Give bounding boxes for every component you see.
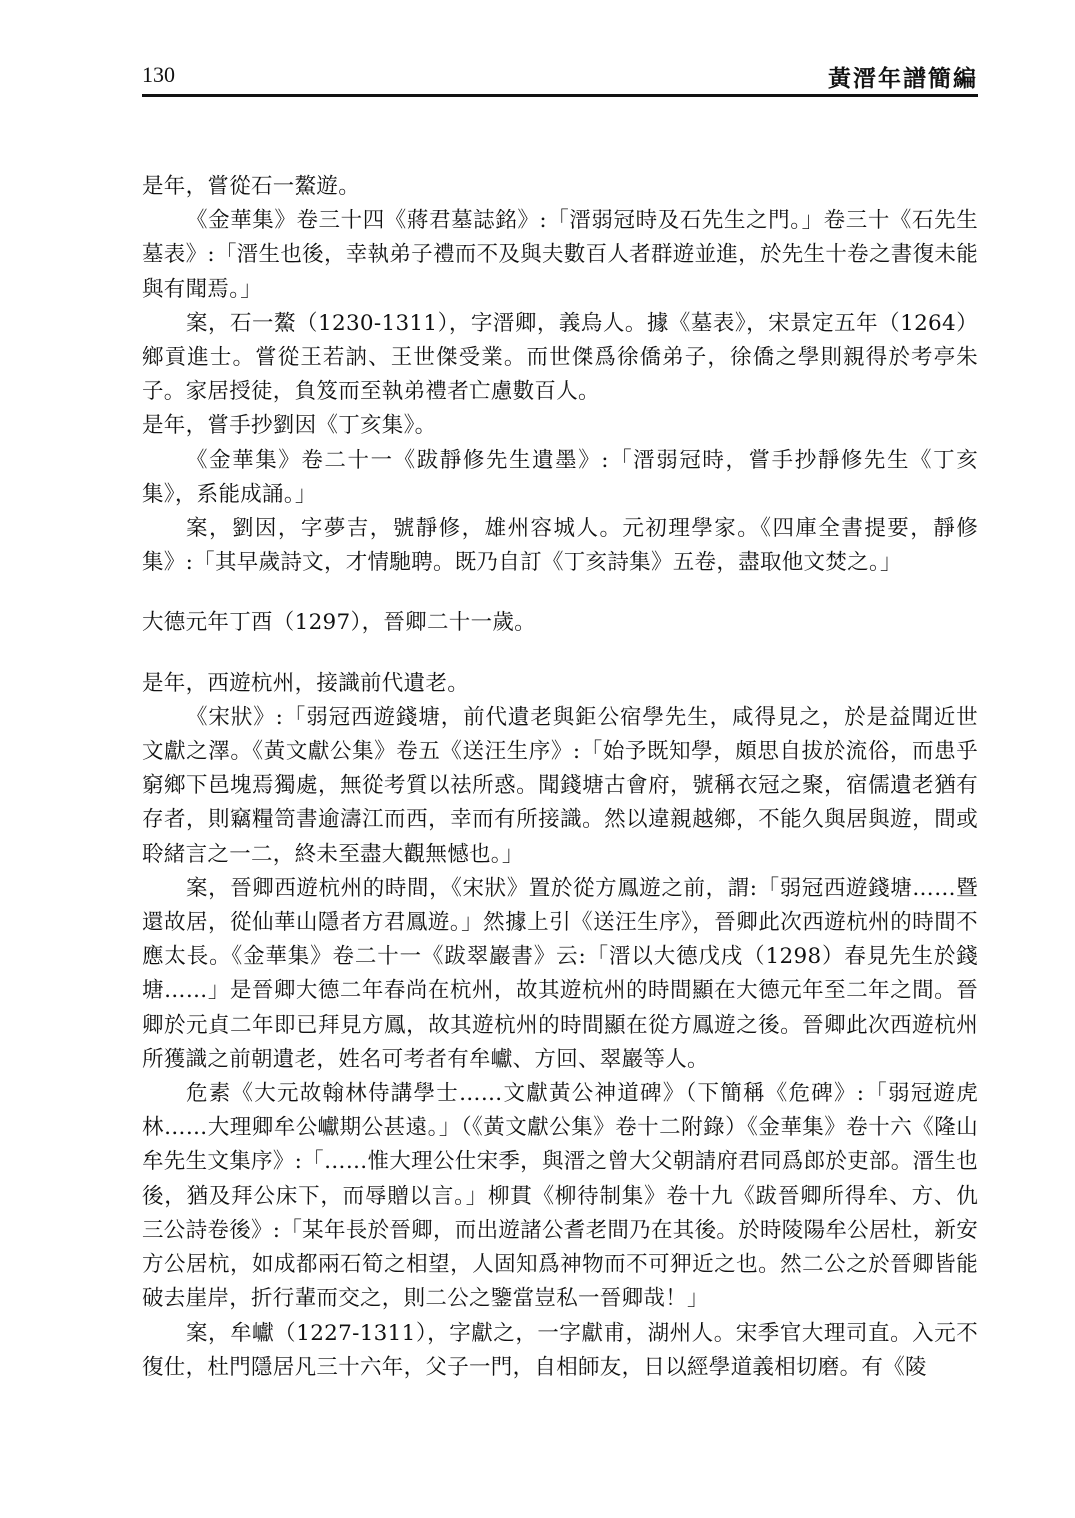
quote-paragraph: 《金華集》卷三十四《蔣君墓誌銘》:「溍弱冠時及石先生之門。」卷三十《石先生墓表》:「溍生也後，幸執弟子禮而不及與夫數百人者群遊並進，於先生十卷之書復未能與有聞焉。」 [142,208,978,302]
quote-paragraph: 《宋狀》:「弱冠西遊錢塘，前代遺老與鉅公宿學先生，咸得見之，於是益聞近世文獻之澤。《黃文獻公集》卷五《送汪生序》:「始予既知學，頗思自拔於流俗，而患乎窮鄉下邑塊焉獨處，無從考質以祛所惑。聞錢塘古會府，號稱衣冠之聚，宿儒遺老猶有存者，則竊糧笥書逾濤江而西，幸而有所接識。然以違親越鄉，不能久與居與遊，間或聆緒言之一二，終未至盡大觀無憾也。」 [142,704,978,867]
note-paragraph: 案，劉因，字夢吉，號靜修，雄州容城人。元初理學家。《四庫全書提要，靜修集》:「其早歲詩文，才情馳聘。既乃自訂《丁亥詩集》五卷，盡取他文焚之。」 [142,516,978,576]
running-title: 黃溍年譜簡編 [828,65,978,92]
note-paragraph: 案，牟巘（1227-1311），字獻之，一字獻甫，湖州人。宋季官大理司直。入元不復仕，杜門隱居凡三十六年，父子一門，自相師友，日以經學道義相切磨。有《陵 [142,1320,978,1380]
page-number: 130 [142,62,175,87]
entry-heading: 是年，嘗手抄劉因《丁亥集》。 [142,413,437,439]
year-heading: 大德元年丁酉（1297），晉卿二十一歲。 [142,610,536,636]
note-paragraph: 案，石一鰲（1230-1311），字溍卿，義烏人。據《墓表》，宋景定五年（1264）鄉貢進士。嘗從王若訥、王世傑受業。而世傑爲徐僑弟子，徐僑之學則親得於考亭朱子。家居授徒，負笈而至執弟禮者亡慮數百人。 [142,310,978,405]
entry-heading: 是年，嘗從石一鰲遊。 [142,174,361,199]
body-text [142,170,978,1385]
entry-heading: 是年，西遊杭州，接識前代遺老。 [142,670,470,696]
note-paragraph: 案，晉卿西遊杭州的時間，《宋狀》置於從方鳳遊之前，謂:「弱冠西遊錢塘……暨還故居，從仙華山隱者方君鳳遊。」然據上引《送汪生序》，晉卿此次西遊杭州的時間不應太長。《金華集》卷二十一《跋翠巖書》云:「溍以大德戊戌（1298）春見先生於錢塘……」是晉卿大德二年春尚在杭州，故其遊杭州的時間顯在大德元年至二年之間。晉卿於元貞二年即已拜見方鳳，故其遊杭州的時間顯在從方鳳遊之後。晉卿此次西遊杭州所獲識之前朝遺老，姓名可考者有牟巘、方回、翠巖等人。 [142,875,978,1072]
quote-paragraph: 《金華集》卷二十一《跋靜修先生遺墨》:「溍弱冠時，嘗手抄靜修先生《丁亥集》，系能成誦。」 [142,447,978,507]
quote-paragraph: 危素《大元故翰林侍講學士……文獻黃公神道碑》（下簡稱《危碑》:「弱冠遊虎林……大理卿牟公巘期公甚遠。」（《黃文獻公集》卷十二附錄）《金華集》卷十六《隆山牟先生文集序》:「……惟大理公仕宋季，與溍之曾大父朝請府君同爲郎於吏部。溍生也後，猶及拜公床下，而辱贈以言。」柳貫《柳待制集》卷十九《跋晉卿所得牟、方、仇三公詩卷後》:「某年長於晉卿，而出遊諸公耆老間乃在其後。於時陵陽牟公居杜，新安方公居杭，如成都兩石筍之相望，人固知爲神物而不可狎近之也。然二公之於晉卿皆能破去崖岸，折行輩而交之，則二公之鑒當豈私一晉卿哉！」 [142,1081,978,1312]
page-header [142,60,978,97]
